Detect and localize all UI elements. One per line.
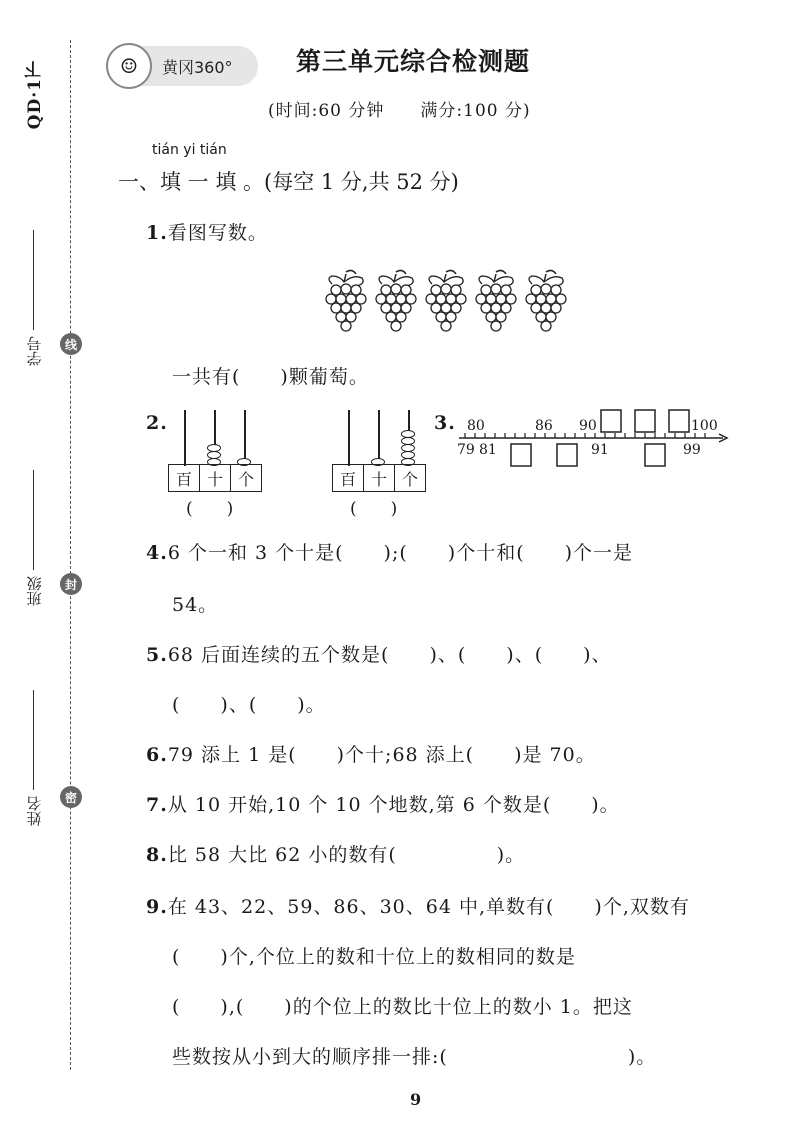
binding-dashed-line — [70, 40, 71, 1070]
name-field[interactable]: 姓名 — [20, 690, 48, 826]
page-title: 第三单元综合检测题 — [296, 47, 531, 76]
question-9: 9.在 43、22、59、86、30、64 中,单数有( )个,双数有 — [146, 896, 690, 918]
nl-blank-box[interactable] — [557, 444, 577, 466]
brand-name: 黄冈360° — [162, 57, 233, 77]
question-2-number: 2. — [146, 412, 168, 434]
brand-badge — [108, 46, 258, 86]
nl-blank-box[interactable] — [669, 410, 689, 432]
nl-label-100: 100 — [691, 418, 718, 434]
class-field[interactable]: 班级 — [20, 470, 48, 606]
nl-blank-box[interactable] — [645, 444, 665, 466]
nl-label-90: 90 — [579, 418, 597, 434]
section-pinyin: tián yi tián — [152, 142, 227, 158]
question-9-line3: ( ),( )的个位上的数比十位上的数小 1。把这 — [172, 996, 633, 1018]
grapes-illustration — [322, 264, 578, 336]
abacus-1: 百 十 个 ( ) — [168, 406, 268, 516]
question-4-line2: 54。 — [172, 594, 219, 616]
question-8: 8.比 58 大比 62 小的数有( )。 — [146, 844, 526, 866]
question-7: 7.从 10 开始,10 个 10 个地数,第 6 个数是( )。 — [146, 794, 620, 816]
abacus-2: 百 十 个 ( ) — [332, 406, 432, 516]
edition-code: QD·1下 — [25, 60, 45, 130]
exam-info: (时间:60 分钟 满分:100 分) — [268, 101, 531, 121]
question-6: 6.79 添上 1 是( )个十;68 添上( )是 70。 — [146, 744, 596, 766]
seal-seal-mark: 封 — [60, 573, 82, 595]
question-1: 1.看图写数。 — [146, 222, 268, 244]
nl-label-91: 91 — [591, 442, 609, 458]
nl-label-99: 99 — [683, 442, 701, 458]
page-number: 9 — [410, 1090, 422, 1109]
nl-label-80: 80 — [467, 418, 485, 434]
nl-blank-box[interactable] — [511, 444, 531, 466]
question-3-number: 3. — [434, 412, 456, 434]
seal-line-mark: 线 — [60, 333, 82, 355]
mascot-icon: ☺ — [106, 43, 152, 89]
student-number-field[interactable]: 学号 — [20, 230, 48, 366]
nl-label-86: 86 — [535, 418, 553, 434]
nl-blank-box[interactable] — [601, 410, 621, 432]
number-line — [455, 406, 735, 472]
question-1-answer: 一共有( )颗葡萄。 — [172, 366, 369, 388]
question-9-line2: ( )个,个位上的数和十位上的数相同的数是 — [172, 946, 576, 968]
question-5: 5.68 后面连续的五个数是( )、( )、( )、 — [146, 644, 612, 666]
nl-blank-box[interactable] — [635, 410, 655, 432]
nl-label-79: 79 — [457, 442, 475, 458]
question-4: 4.6 个一和 3 个十是( );( )个十和( )个一是 — [146, 542, 634, 564]
section-heading: 一、填 一 填 。(每空 1 分,共 52 分) — [118, 170, 459, 194]
question-5-line2: ( )、( )。 — [172, 694, 326, 716]
question-9-line4: 些数按从小到大的顺序排一排:( )。 — [172, 1046, 657, 1068]
nl-label-81: 81 — [479, 442, 497, 458]
seal-secret-mark: 密 — [60, 786, 82, 808]
